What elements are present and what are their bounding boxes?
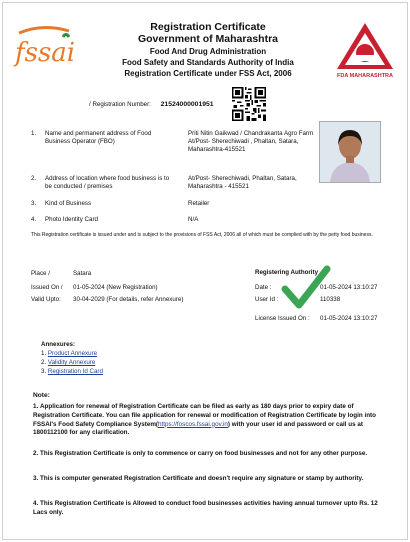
note-2-text: This Registration Certificate is only to commence or carry on food businesses and not for any other purpose. bbox=[40, 450, 368, 457]
license-issued-value: 01-05-2024 13:10:27 bbox=[320, 315, 378, 322]
qr-code-icon bbox=[232, 87, 266, 121]
note-3: 3. This is computer generated Registration Certificate and doesn't require any signature or stamp by authority. bbox=[33, 475, 364, 482]
photo-id-label: Photo Identity Card bbox=[45, 216, 98, 223]
authority-date-value: 01-05-2024 13:10:27 bbox=[320, 284, 378, 291]
annexure-number: 1. bbox=[41, 350, 47, 357]
annexures-title: Annexures: bbox=[41, 341, 76, 348]
note-4-text: This Registration Certificate is Allowed to conduct food businesses activities having annual turnover upto Rs. 12 Lacs only. bbox=[33, 500, 378, 516]
valid-upto-value: 30-04-2029 (For details, refer Annexure) bbox=[73, 296, 184, 303]
note-2: 2. This Registration Certificate is only to commence or carry on food businesses and not for any other purpose. bbox=[33, 450, 368, 457]
note-title: Note: bbox=[33, 392, 50, 399]
authority-date-label: Date : bbox=[255, 284, 272, 291]
annexure-number: 2. bbox=[41, 359, 47, 366]
place-value: Satara bbox=[73, 270, 92, 277]
kind-of-business-value: Retailer bbox=[188, 200, 210, 207]
premises-address-value: At/Post- Sherechiwadi, Phaltan, Satara, Maharashtra - 415521 bbox=[188, 175, 297, 191]
government-name: Government of Maharashtra bbox=[137, 33, 279, 45]
registration-number-label: / Registration Number: bbox=[89, 101, 151, 108]
fda-maharashtra-logo bbox=[333, 21, 397, 79]
issued-on-value: 01-05-2024 (New Registration) bbox=[73, 284, 158, 291]
fbo-name-label: Name and permanent address of Food Business Operator (FBO) bbox=[45, 130, 152, 146]
product-annexure-link[interactable]: Product Annexure bbox=[47, 350, 98, 357]
foscos-link[interactable]: https://foscos.fssai.gov.in bbox=[158, 420, 228, 428]
note-4: 4. This Registration Certificate is Allowed to conduct food businesses activities having annual turnover upto Rs. 12 Lacs only. bbox=[33, 500, 378, 516]
department-name: Food And Drug Administration bbox=[149, 47, 267, 56]
place-label: Place / bbox=[31, 270, 50, 277]
user-id-label: User Id : bbox=[255, 296, 279, 303]
fda-logo-text: FDA MAHARASHTRA bbox=[336, 73, 394, 79]
license-issued-label: License Issued On : bbox=[255, 315, 310, 322]
authority-name: Food Safety and Standards Authority of India bbox=[122, 58, 294, 67]
fssai-logo bbox=[13, 23, 75, 73]
applicant-photo bbox=[319, 121, 381, 183]
note-1-text-end: ) with your user id and password or call us at 1800112100 for any clarification. bbox=[33, 420, 363, 437]
field-2-number: 2. bbox=[31, 175, 37, 182]
note-1: 1. Application for renewal of Registration Certificate can be filed as early as 180 days prior to expiry date of Registration Certificate. You can file application for renewal or modification of Registration Certificate by login into FSSAI's Food Safety Compliance System(https://foscos.fssai.gov.in) with your user id and password or call us at 1800112100 for any clarification. bbox=[33, 403, 376, 437]
valid-upto-label: Valid Upto: bbox=[31, 296, 61, 303]
fssai-logo-text: fssai bbox=[15, 38, 75, 68]
certificate-fine-print: This Registration certificate is issued under and is subject to the provisions of FSS Act, 2006 all of which must be complied with by the petty food business. bbox=[31, 232, 373, 238]
note-1-text: Application for renewal of Registration Certificate can be filed as early as 180 days prior to expiry date of Registration Certificate. You can file application for renewal or modification of Registration Certificate by login into FSSAI's Food Safety Compliance System( bbox=[33, 403, 376, 428]
note-3-text: This is computer generated Registration Certificate and doesn't require any signature or stamp by authority. bbox=[40, 475, 364, 482]
annexure-item bbox=[41, 368, 103, 375]
annexure-item bbox=[41, 359, 95, 366]
registration-id-card-link[interactable]: Registration Id Card bbox=[47, 368, 103, 375]
act-name: Registration Certificate under FSS Act, 2006 bbox=[124, 69, 292, 78]
fbo-name-value: Priti Nitin Gaikwad / Chandrakanta Agro Farm At/Post- Sherechiwadi , Phaltan, Satara, Maharashtra-415521 bbox=[188, 130, 314, 154]
certificate-page bbox=[2, 2, 408, 540]
user-id-value: 110338 bbox=[320, 296, 341, 303]
kind-of-business-label: Kind of Business bbox=[45, 200, 92, 207]
annexure-number: 3. bbox=[41, 368, 47, 375]
field-3-number: 3. bbox=[31, 200, 37, 207]
field-4-number: 4. bbox=[31, 216, 37, 223]
validity-annexure-link[interactable]: Validity Annexure bbox=[47, 359, 96, 366]
field-1-number: 1. bbox=[31, 130, 37, 137]
premises-address-label: Address of location where food business is to be conducted / premises bbox=[45, 175, 170, 191]
issued-on-label: Issued On / bbox=[31, 284, 63, 291]
registration-number: 21524000001951 bbox=[160, 101, 214, 108]
registering-authority-title: Registering Authority bbox=[255, 269, 319, 276]
certificate-title: Registration Certificate bbox=[150, 21, 266, 33]
registration-number-row bbox=[89, 101, 214, 108]
annexure-item bbox=[41, 350, 97, 357]
photo-id-value: N/A bbox=[188, 216, 199, 223]
